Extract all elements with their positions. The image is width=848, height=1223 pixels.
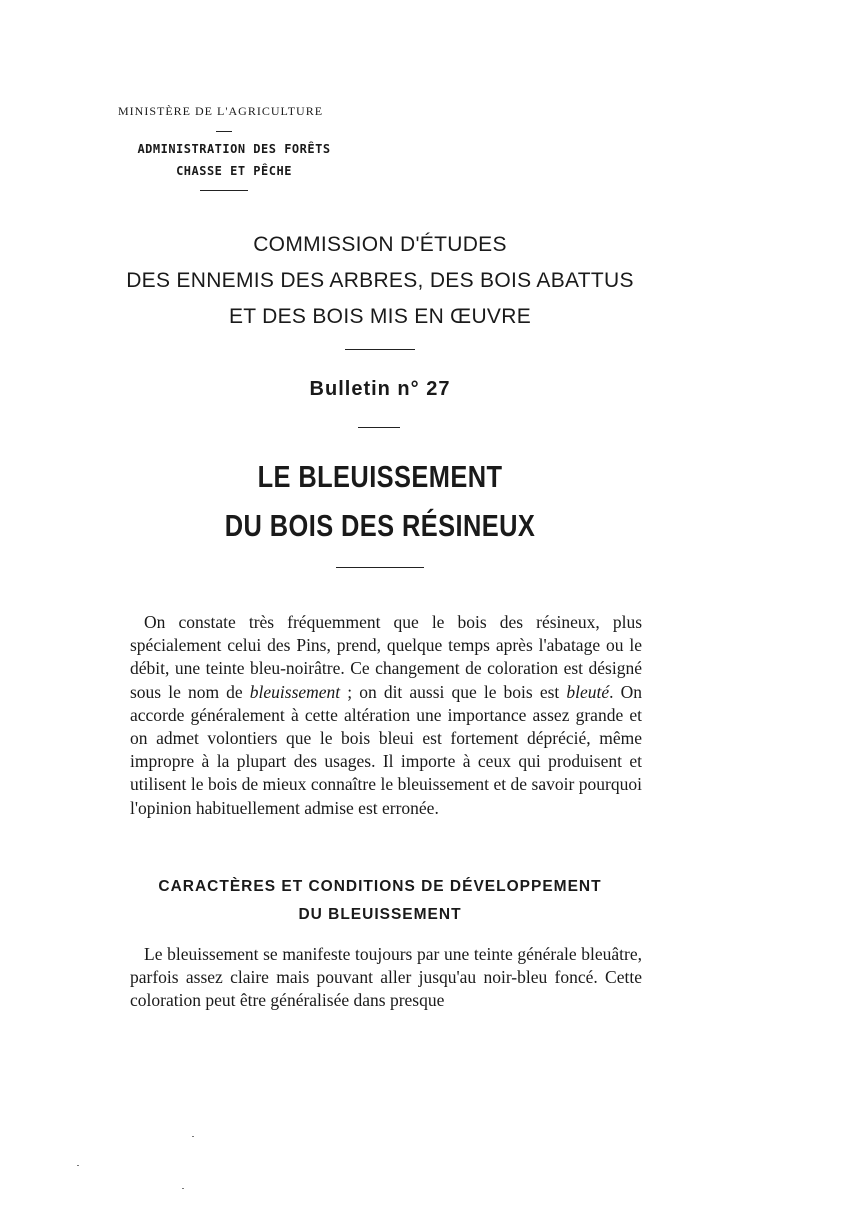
section-paragraph: Le bleuissement se manifeste toujours par une teinte générale bleuâtre, parfois assez claire mais pouvant aller jusqu'au noir-bleu foncé. Cette coloration peut être généralisée dans presque (130, 944, 642, 1011)
rule-small (216, 131, 232, 132)
ministry-name: MINISTÈRE DE L'AGRICULTURE (118, 104, 324, 118)
rule-title (336, 567, 424, 568)
emphasis-bleuissement: bleuissement (249, 681, 341, 702)
paper-speck (182, 1188, 184, 1189)
rule-commission (345, 349, 415, 350)
rule-admin (200, 190, 248, 191)
commission-line-2: DES ENNEMIS DES ARBRES, DES BOIS ABATTUS (126, 269, 634, 292)
emphasis-bleute: bleuté (566, 681, 610, 702)
title-line-1: LE BLEUISSEMENT (257, 459, 503, 494)
administration-line-1: ADMINISTRATION DES FORÊTS (137, 142, 331, 156)
commission-line-1: COMMISSION D'ÉTUDES (253, 233, 507, 256)
commission-line-3: ET DES BOIS MIS EN ŒUVRE (228, 305, 532, 328)
rule-bulletin (358, 427, 400, 428)
paper-speck (77, 1165, 79, 1166)
section-heading-line-2: DU BLEUISSEMENT (298, 906, 462, 923)
bulletin-number: Bulletin n° 27 (309, 378, 451, 400)
administration-line-2: CHASSE ET PÊCHE (176, 164, 292, 178)
intro-paragraph: On constate très fréquemment que le bois des résineux, plus spécialement celui des Pins, prend, quelque temps après l'abatage ou le débit, une teinte bleu-noirâtre. Ce changement de coloration est désigné sous le nom de bleuissement ; on dit aussi que le bois est bleuté. On accorde généralement à cette altération une importance assez grande et on admet volontiers que le bois bleui est fortement déprécié, même impropre à la plupart des usages. Il importe à ceux qui produisent et utilisent le bois de mieux connaître le bleuissement et de savoir pourquoi l'opinion habituellement admise est erronée. (130, 612, 642, 818)
section-heading-line-1: CARACTÈRES ET CONDITIONS DE DÉVELOPPEMENT (158, 878, 602, 895)
title-line-2: DU BOIS DES RÉSINEUX (224, 508, 536, 543)
paper-speck (192, 1136, 194, 1137)
